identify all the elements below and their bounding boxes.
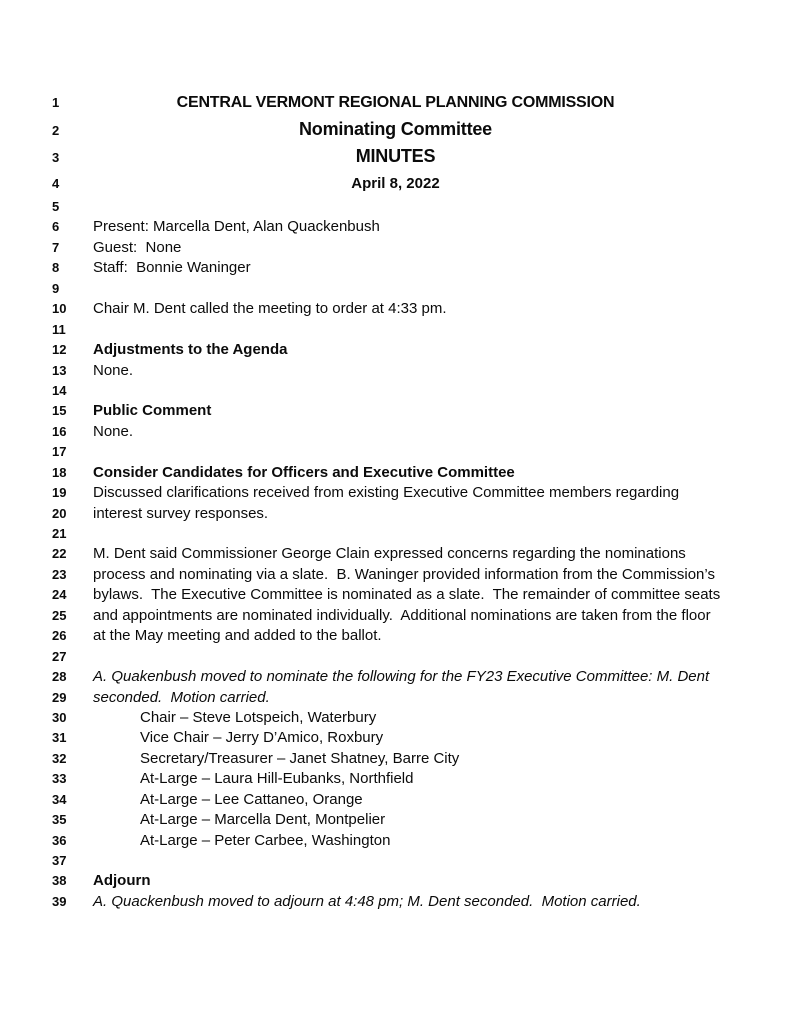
line-row (0, 197, 791, 217)
line-row (0, 258, 791, 278)
line-number: 2 (52, 123, 60, 138)
line-number: 6 (52, 219, 60, 235)
line-number: 25 (52, 607, 67, 623)
line-row (0, 708, 791, 728)
line-text: At-Large – Lee Cattaneo, Orange (140, 790, 363, 808)
line-number: 19 (52, 485, 67, 501)
line-row (0, 143, 791, 170)
line-number: 3 (52, 150, 60, 165)
line-text: Chair M. Dent called the meeting to order at 4:33 pm. (93, 300, 447, 318)
line-number: 34 (52, 791, 67, 807)
line-number: 18 (52, 464, 67, 480)
line-text: Public Comment (93, 402, 212, 420)
line-row (0, 217, 791, 237)
line-row (0, 769, 791, 789)
line-text: interest survey responses. (93, 504, 269, 522)
line-number: 38 (52, 873, 67, 889)
line-number: 30 (52, 709, 67, 725)
line-row (0, 483, 791, 503)
line-text: None. (93, 422, 134, 440)
line-row (0, 892, 791, 912)
line-number: 5 (52, 199, 60, 214)
line-row (0, 238, 791, 258)
line-number: 8 (52, 260, 60, 276)
line-text: Guest: None (93, 238, 182, 256)
line-number: 21 (52, 526, 67, 541)
line-text: process and nominating via a slate. B. Waninger provided information from the Commission’s (93, 565, 715, 583)
line-text: Adjustments to the Agenda (93, 341, 288, 359)
line-row (0, 170, 791, 197)
line-number: 16 (52, 423, 67, 439)
line-text: Adjourn (93, 872, 151, 890)
line-text: Vice Chair – Jerry D’Amico, Roxbury (140, 729, 384, 747)
line-text: A. Quakenbush moved to nominate the following for the FY23 Executive Committee: M. Dent (93, 668, 710, 686)
line-text: Nominating Committee (298, 119, 492, 139)
line-row (0, 442, 791, 462)
line-number: 15 (52, 403, 67, 419)
line-number: 31 (52, 730, 67, 746)
line-text: bylaws. The Executive Committee is nominated as a slate. The remainder of committee seats (93, 586, 721, 604)
line-number: 26 (52, 628, 67, 644)
line-number: 28 (52, 669, 67, 685)
line-number: 29 (52, 689, 67, 705)
line-number: 33 (52, 771, 67, 787)
line-text: at the May meeting and added to the ballot. (93, 627, 382, 645)
line-number: 22 (52, 546, 67, 562)
line-number: 17 (52, 444, 67, 460)
line-row (0, 851, 791, 871)
line-text: and appointments are nominated individually. Additional nominations are taken from the floor (93, 606, 711, 624)
line-row (0, 626, 791, 646)
line-text: CENTRAL VERMONT REGIONAL PLANNING COMMISSION (176, 94, 615, 111)
line-number: 12 (52, 342, 67, 358)
line-number: 27 (52, 648, 67, 664)
line-row (0, 871, 791, 891)
line-row (0, 279, 791, 299)
line-row (0, 565, 791, 585)
line-row (0, 688, 791, 708)
line-text: At-Large – Peter Carbee, Washington (140, 831, 391, 849)
line-text: M. Dent said Commissioner George Clain expressed concerns regarding the nominations (93, 545, 686, 563)
line-row (0, 831, 791, 851)
line-row (0, 340, 791, 360)
line-number: 11 (52, 321, 66, 337)
line-number: 10 (52, 301, 67, 317)
line-row (0, 89, 791, 116)
line-text: None. (93, 361, 134, 379)
line-number: 32 (52, 750, 67, 766)
line-row (0, 606, 791, 626)
line-text: At-Large – Laura Hill-Eubanks, Northfield (140, 770, 414, 788)
line-text: April 8, 2022 (351, 175, 440, 192)
line-row (0, 749, 791, 769)
line-number: 23 (52, 566, 67, 582)
line-number: 36 (52, 832, 67, 848)
line-row (0, 401, 791, 421)
line-row (0, 667, 791, 687)
line-text: Staff: Bonnie Waninger (93, 259, 251, 277)
line-row (0, 524, 791, 544)
line-row (0, 116, 791, 143)
line-number: 24 (52, 587, 67, 603)
line-row (0, 320, 791, 340)
line-number: 7 (52, 239, 60, 255)
line-row (0, 647, 791, 667)
line-text: Present: Marcella Dent, Alan Quackenbush (93, 218, 380, 236)
line-text: Discussed clarifications received from existing Executive Committee members regarding (93, 484, 680, 502)
line-number: 4 (52, 176, 60, 191)
line-row (0, 544, 791, 564)
line-text: Secretary/Treasurer – Janet Shatney, Barre City (140, 749, 460, 767)
line-text: A. Quackenbush moved to adjourn at 4:48 pm; M. Dent seconded. Motion carried. (93, 892, 641, 910)
line-number: 35 (52, 812, 67, 828)
line-row (0, 381, 791, 401)
line-number: 37 (52, 853, 67, 868)
line-row (0, 361, 791, 381)
line-number: 1 (52, 95, 60, 110)
line-row (0, 810, 791, 830)
line-number: 9 (52, 280, 60, 296)
line-row (0, 585, 791, 605)
line-row (0, 728, 791, 748)
line-text: Consider Candidates for Officers and Executive Committee (93, 463, 515, 481)
line-row (0, 299, 791, 319)
line-text: seconded. Motion carried. (93, 688, 270, 706)
line-row (0, 422, 791, 442)
line-number: 14 (52, 382, 67, 398)
line-text: MINUTES (355, 146, 436, 166)
line-text: Chair – Steve Lotspeich, Waterbury (140, 708, 377, 726)
line-number: 20 (52, 505, 67, 521)
line-number: 39 (52, 893, 67, 909)
line-text: At-Large – Marcella Dent, Montpelier (140, 811, 386, 829)
line-row (0, 463, 791, 483)
line-row (0, 504, 791, 524)
line-number: 13 (52, 362, 67, 378)
line-row (0, 790, 791, 810)
